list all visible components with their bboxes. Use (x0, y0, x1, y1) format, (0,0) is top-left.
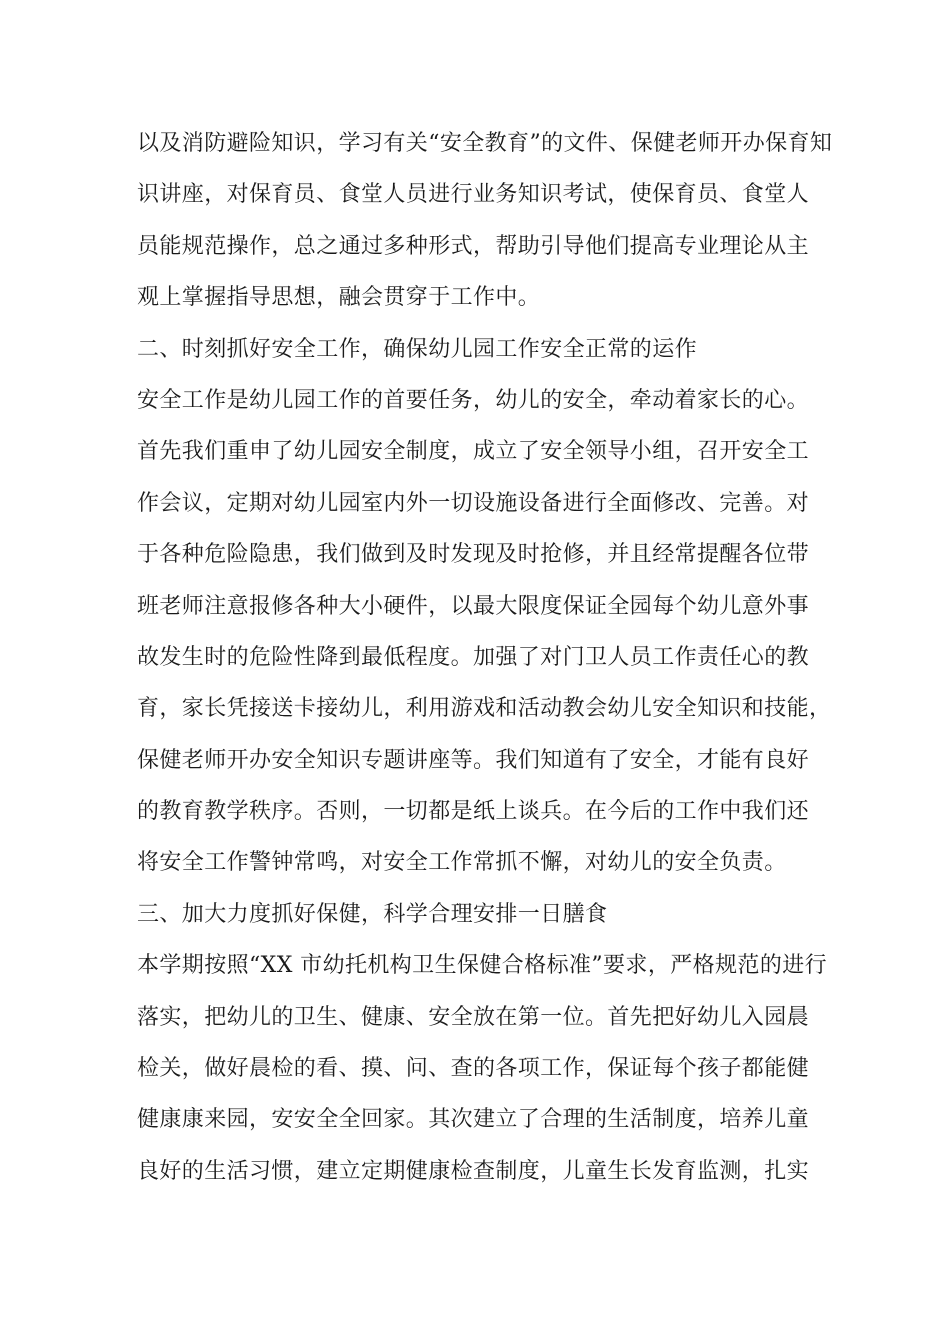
body-line: 识讲座，对保育员、食堂人员进行业务知识考试，使保育员、食堂人 (137, 182, 810, 208)
body-line: 以及消防避险知识，学习有关“安全教育”的文件、保健老师开办保育知 (137, 131, 833, 156)
body-line: 良好的生活习惯，建立定期健康检查制度，儿童生长发育监测，扎实 (137, 1158, 810, 1184)
body-line: 观上掌握指导思想，融会贯穿于工作中。 (137, 285, 541, 311)
section-heading: 二、时刻抓好安全工作，确保幼儿园工作安全正常的运作 (137, 336, 698, 362)
body-line: 保健老师开办安全知识专题讲座等。我们知道有了安全，才能有良好 (137, 747, 810, 773)
body-line: 员能规范操作，总之通过多种形式，帮助引导他们提高专业理论从主 (137, 233, 810, 259)
body-line: 首先我们重申了幼儿园安全制度，成立了安全领导小组，召开安全工 (137, 439, 810, 465)
body-line: 作会议，定期对幼儿园室内外一切设施设备进行全面修改、完善。对 (137, 490, 810, 516)
body-line: 班老师注意报修各种大小硬件，以最大限度保证全园每个幼儿意外事 (137, 593, 810, 619)
document-body (137, 118, 833, 1197)
body-line: 于各种危险隐患，我们做到及时发现及时抢修，并且经常提醒各位带 (137, 542, 810, 568)
body-line: 育，家长凭接送卡接幼儿，利用游戏和活动教会幼儿安全知识和技能， (137, 696, 832, 722)
section-heading: 三、加大力度抓好保健，科学合理安排一日膳食 (137, 901, 608, 927)
body-line: 落实，把幼儿的卫生、健康、安全放在第一位。首先把好幼儿入园晨 (137, 1004, 810, 1030)
body-line: 安全工作是幼儿园工作的首要任务，幼儿的安全，牵动着家长的心。 (137, 387, 810, 413)
body-line: 的教育教学秩序。否则，一切都是纸上谈兵。在今后的工作中我们还 (137, 799, 810, 825)
body-line: 检关，做好晨检的看、摸、问、查的各项工作，保证每个孩子都能健 (137, 1056, 810, 1082)
body-line: 健康康来园，安安全全回家。其次建立了合理的生活制度，培养儿童 (137, 1107, 810, 1133)
body-line: 本学期按照“XX 市幼托机构卫生保健合格标准”要求，严格规范的进行 (137, 953, 828, 979)
body-line: 故发生时的危险性降到最低程度。加强了对门卫人员工作责任心的教 (137, 644, 810, 670)
body-line: 将安全工作警钟常鸣，对安全工作常抓不懈，对幼儿的安全负责。 (137, 850, 787, 876)
